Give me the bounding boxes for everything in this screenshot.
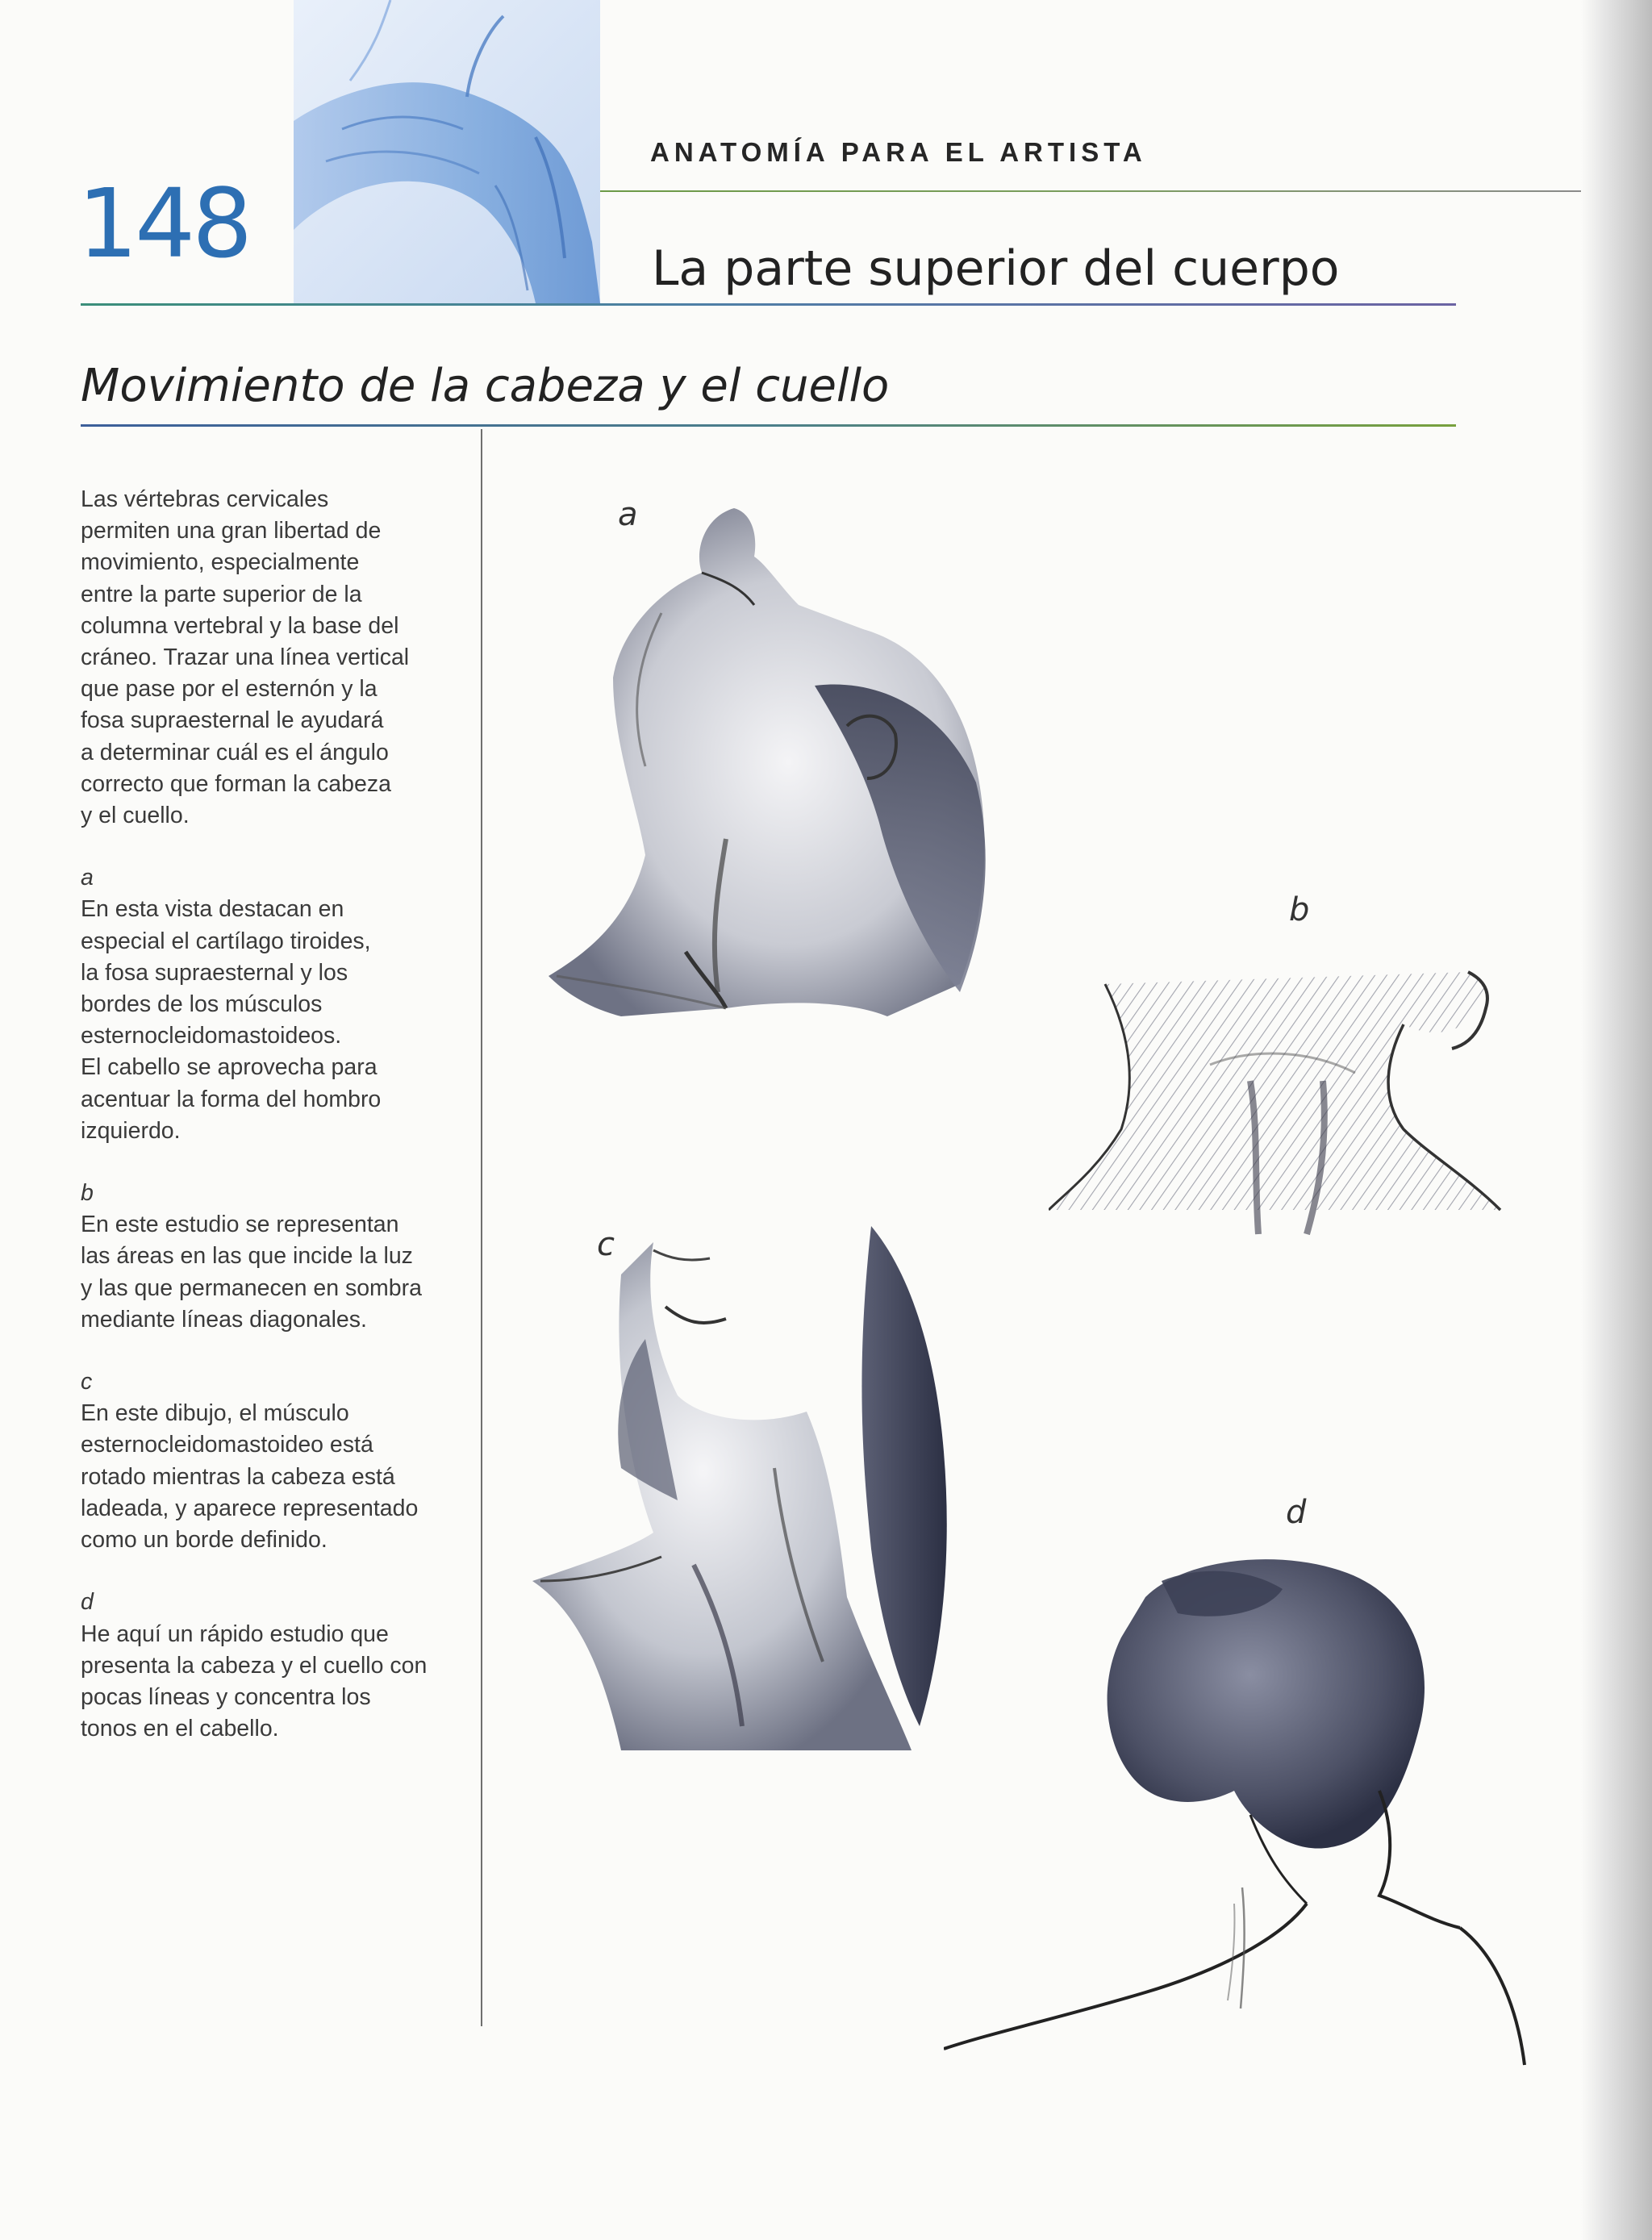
intro-paragraph — [81, 484, 452, 832]
shoulder-drawing — [294, 0, 600, 303]
intro-line: permiten una gran libertad de — [81, 518, 382, 544]
page-edge-shadow — [1581, 0, 1652, 2240]
caption-line: En este estudio se representan — [81, 1212, 399, 1238]
intro-line: correcto que forman la cabeza — [81, 770, 391, 797]
caption-line: pocas líneas y concentra los — [81, 1683, 371, 1710]
caption-line: bordes de los músculos — [81, 991, 323, 1018]
intro-line: columna vertebral y la base del — [81, 612, 399, 639]
text-column — [81, 484, 452, 1775]
header-rule — [81, 303, 1456, 306]
caption-d — [81, 1587, 452, 1745]
intro-line: cráneo. Trazar una línea vertical — [81, 644, 410, 671]
caption-line: En este dibujo, el músculo — [81, 1400, 349, 1427]
figure-b-neck-hatching — [1049, 968, 1516, 1307]
caption-line: rotado mientras la cabeza está — [81, 1463, 395, 1490]
intro-line: entre la parte superior de la — [81, 581, 362, 607]
intro-line: y el cuello. — [81, 803, 190, 829]
caption-line: esternocleidomastoideos. — [81, 1023, 342, 1049]
caption-line: como un borde definido. — [81, 1527, 327, 1554]
corner-shoulder-illustration — [294, 0, 600, 303]
subsection-rule — [81, 424, 1456, 427]
caption-letter: c — [81, 1369, 93, 1395]
caption-line: presenta la cabeza y el cuello con — [81, 1652, 428, 1679]
caption-a — [81, 862, 452, 1147]
caption-line: esternocleidomastoideo está — [81, 1432, 373, 1458]
subsection-title: Movimiento de la cabeza y el cuello — [81, 360, 890, 412]
caption-line: izquierdo. — [81, 1117, 181, 1144]
caption-line: He aquí un rápido estudio que — [81, 1621, 389, 1647]
figure-label-c: c — [597, 1226, 615, 1263]
intro-line: que pase por el esternón y la — [81, 676, 378, 703]
section-title: La parte superior del cuerpo — [652, 240, 1340, 297]
intro-line: Las vértebras cervicales — [81, 486, 329, 512]
caption-line: En esta vista destacan en — [81, 896, 344, 923]
caption-c — [81, 1366, 452, 1556]
intro-line: movimiento, especialmente — [81, 549, 360, 576]
figure-d-back-of-head — [944, 1549, 1541, 2081]
running-head: ANATOMÍA PARA EL ARTISTA — [650, 137, 1147, 167]
column-divider — [481, 429, 482, 2026]
figure-a-neck-tilted-back — [540, 500, 1008, 1024]
caption-b — [81, 1178, 452, 1336]
header-rule-top — [600, 190, 1581, 192]
figure-label-d: d — [1286, 1494, 1307, 1531]
caption-line: acentuar la forma del hombro — [81, 1086, 382, 1112]
caption-letter: b — [81, 1180, 94, 1207]
figure-label-b: b — [1289, 891, 1310, 928]
caption-line: la fosa supraesternal y los — [81, 959, 348, 986]
caption-line: tonos en el cabello. — [81, 1716, 279, 1742]
page-number: 148 — [77, 168, 250, 279]
caption-letter: d — [81, 1589, 94, 1616]
caption-line: El cabello se aprovecha para — [81, 1054, 378, 1081]
caption-line: las áreas en las que incide la luz — [81, 1243, 413, 1270]
caption-line: ladeada, y aparece representado — [81, 1495, 419, 1521]
caption-line: especial el cartílago tiroides, — [81, 928, 371, 954]
figure-label-a: a — [618, 496, 638, 533]
caption-line: mediante líneas diagonales. — [81, 1306, 367, 1333]
intro-line: a determinar cuál es el ángulo — [81, 739, 389, 765]
intro-line: fosa supraesternal le ayudará — [81, 707, 384, 734]
caption-line: y las que permanecen en sombra — [81, 1274, 422, 1301]
caption-letter: a — [81, 865, 94, 891]
